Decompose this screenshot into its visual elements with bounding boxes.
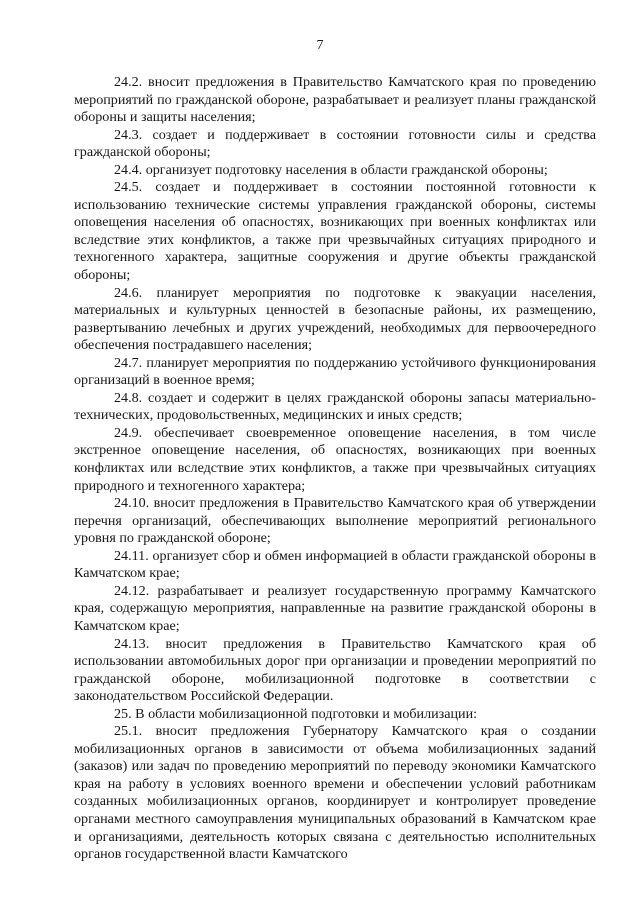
page-number: 7 [316,38,324,53]
paragraph-24-5: 24.5. создает и поддерживает в состоянии постоянной готовности к использованию технические системы управления гражданской обороны, системы оповещения населения об опасностях, возникающих при военных конфликтах или вследствие этих конфликтов, а также при чрезвычайных ситуациях природного и техногенного характера, защитные сооружения и другие объекты гражданской обороны; [74,179,596,284]
paragraph-24-12: 24.12. разрабатывает и реализует государственную программу Камчатского края, содержащую мероприятия, направленные на развитие гражданской обороны в Камчатском крае; [74,582,596,634]
paragraph-24-10: 24.10. вносит предложения в Правительство Камчатского края об утверждении перечня организаций, обеспечивающих выполнение мероприятий регионального уровня по гражданской обороне; [74,495,596,547]
paragraph-25-1: 25.1. вносит предложения Губернатору Камчатского края о создании мобилизационных органов в зависимости от объема мобилизационных заданий (заказов) или задач по проведению мероприятий по переводу экономики Камчатского края на работу в условиях военного времени и обеспечении условий работникам созданных мобилизационных органов, координирует и контролирует проведение органами местного самоуправления муниципальных образований в Камчатском крае и организациями, деятельность которых связана с деятельностью исполнительных органов государственной власти Камчатского [74,723,596,863]
paragraph-24-9: 24.9. обеспечивает своевременное оповещение населения, в том числе экстренное оповещение населения, об опасностях, возникающих при военных конфликтах или вследствие этих конфликтов, а также при чрезвычайных ситуациях природного и техногенного характера; [74,424,596,494]
section-heading-25: 25. В области мобилизационной подготовки и мобилизации: [114,705,478,722]
paragraph-24-2: 24.2. вносит предложения в Правительство Камчатского края по проведению мероприятий по гражданской обороне, разрабатывает и реализует планы гражданской обороны и защиты населения; [74,74,596,126]
paragraph-24-13: 24.13. вносит предложения в Правительство Камчатского края об использовании автомобильных дорог при организации и проведении мероприятий по гражданской обороне, мобилизационной подготовке в соответствии с законодательством Российской Федерации. [74,635,596,705]
paragraph-24-7: 24.7. планирует мероприятия по поддержанию устойчивого функционирования организаций в военное время; [74,354,596,389]
paragraph-24-11: 24.11. организует сбор и обмен информацией в области гражданской обороны в Камчатском крае; [74,547,596,582]
paragraph-24-6: 24.6. планирует мероприятия по подготовке к эвакуации населения, материальных и культурных ценностей в безопасные районы, их размещению, развертыванию лечебных и других учреждений, необходимых для первоочередного обеспечения пострадавшего населения; [74,284,596,354]
paragraph-24-3: 24.3. создает и поддерживает в состоянии готовности силы и средства гражданской обороны; [74,126,596,161]
paragraph-24-4: 24.4. организует подготовку населения в области гражданской обороны; [114,161,548,178]
paragraph-24-8: 24.8. создает и содержит в целях гражданской обороны запасы материально-технических, продовольственных, медицинских и иных средств; [74,389,596,424]
document-body [74,74,596,864]
